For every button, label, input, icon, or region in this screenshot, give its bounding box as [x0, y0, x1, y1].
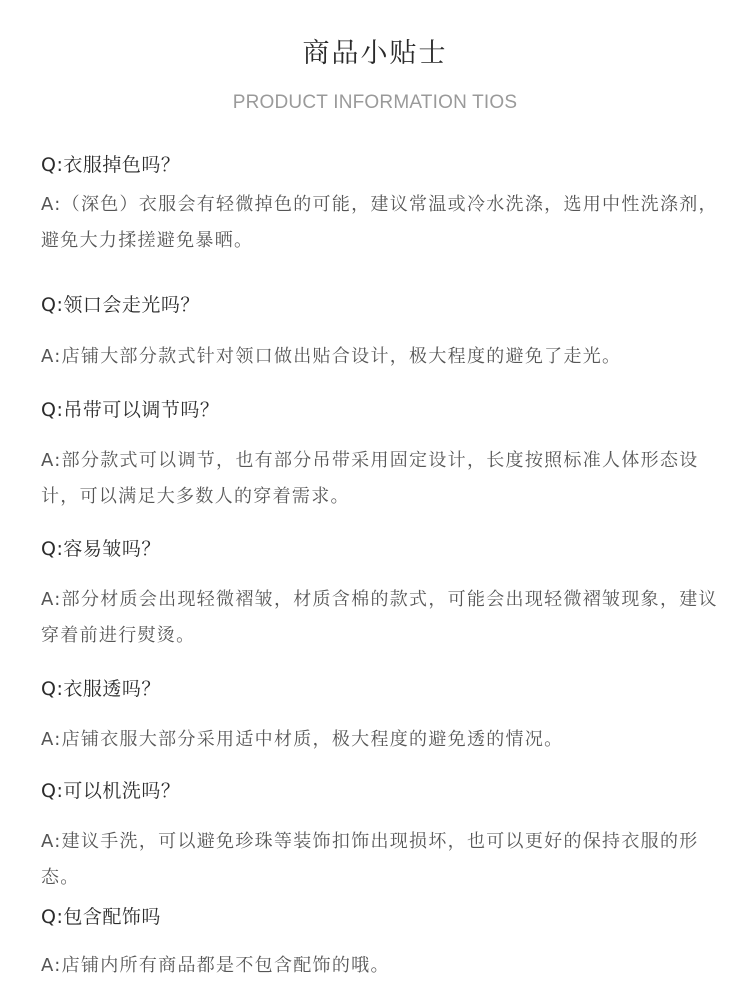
faq-item: [41, 397, 721, 515]
faq-question: Q:领口会走光吗？: [41, 294, 200, 316]
faq-item: [41, 536, 721, 654]
faq-item: [41, 152, 721, 259]
faq-question: Q:衣服透吗？: [41, 678, 161, 700]
faq-question: Q:可以机洗吗？: [41, 780, 181, 802]
faq-question: Q:容易皱吗？: [41, 538, 161, 560]
faq-item: [41, 292, 721, 375]
faq-answer: A:（深色）衣服会有轻微掉色的可能，建议常温或冷水洗涤，选用中性洗涤剂，避免大力揉搓避免暴晒。: [41, 194, 718, 251]
faq-answer: A:店铺衣服大部分采用适中材质，极大程度的避免透的情况。: [41, 729, 564, 750]
page-subtitle: PRODUCT INFORMATION TIOS: [232, 92, 518, 113]
page-title: 商品小贴士: [302, 38, 448, 69]
faq-answer: A:部分材质会出现轻微褶皱，材质含棉的款式，可能会出现轻微褶皱现象，建议穿着前进行熨烫。: [41, 589, 718, 646]
faq-question: Q:包含配饰吗: [41, 906, 161, 928]
faq-answer: A:建议手洗，可以避免珍珠等装饰扣饰出现损坏，也可以更好的保持衣服的形态。: [41, 831, 699, 888]
faq-answer: A:店铺内所有商品都是不包含配饰的哦。: [41, 955, 390, 976]
faq-question: Q:衣服掉色吗？: [41, 154, 181, 176]
faq-item: [41, 676, 721, 758]
faq-item: [41, 778, 721, 896]
faq-question: Q:吊带可以调节吗？: [41, 399, 220, 421]
faq-item: [41, 904, 721, 984]
faq-answer: A:店铺大部分款式针对领口做出贴合设计，极大程度的避免了走光。: [41, 346, 622, 367]
faq-answer: A:部分款式可以调节，也有部分吊带采用固定设计，长度按照标准人体形态设计，可以满足大多数人的穿着需求。: [41, 450, 699, 507]
